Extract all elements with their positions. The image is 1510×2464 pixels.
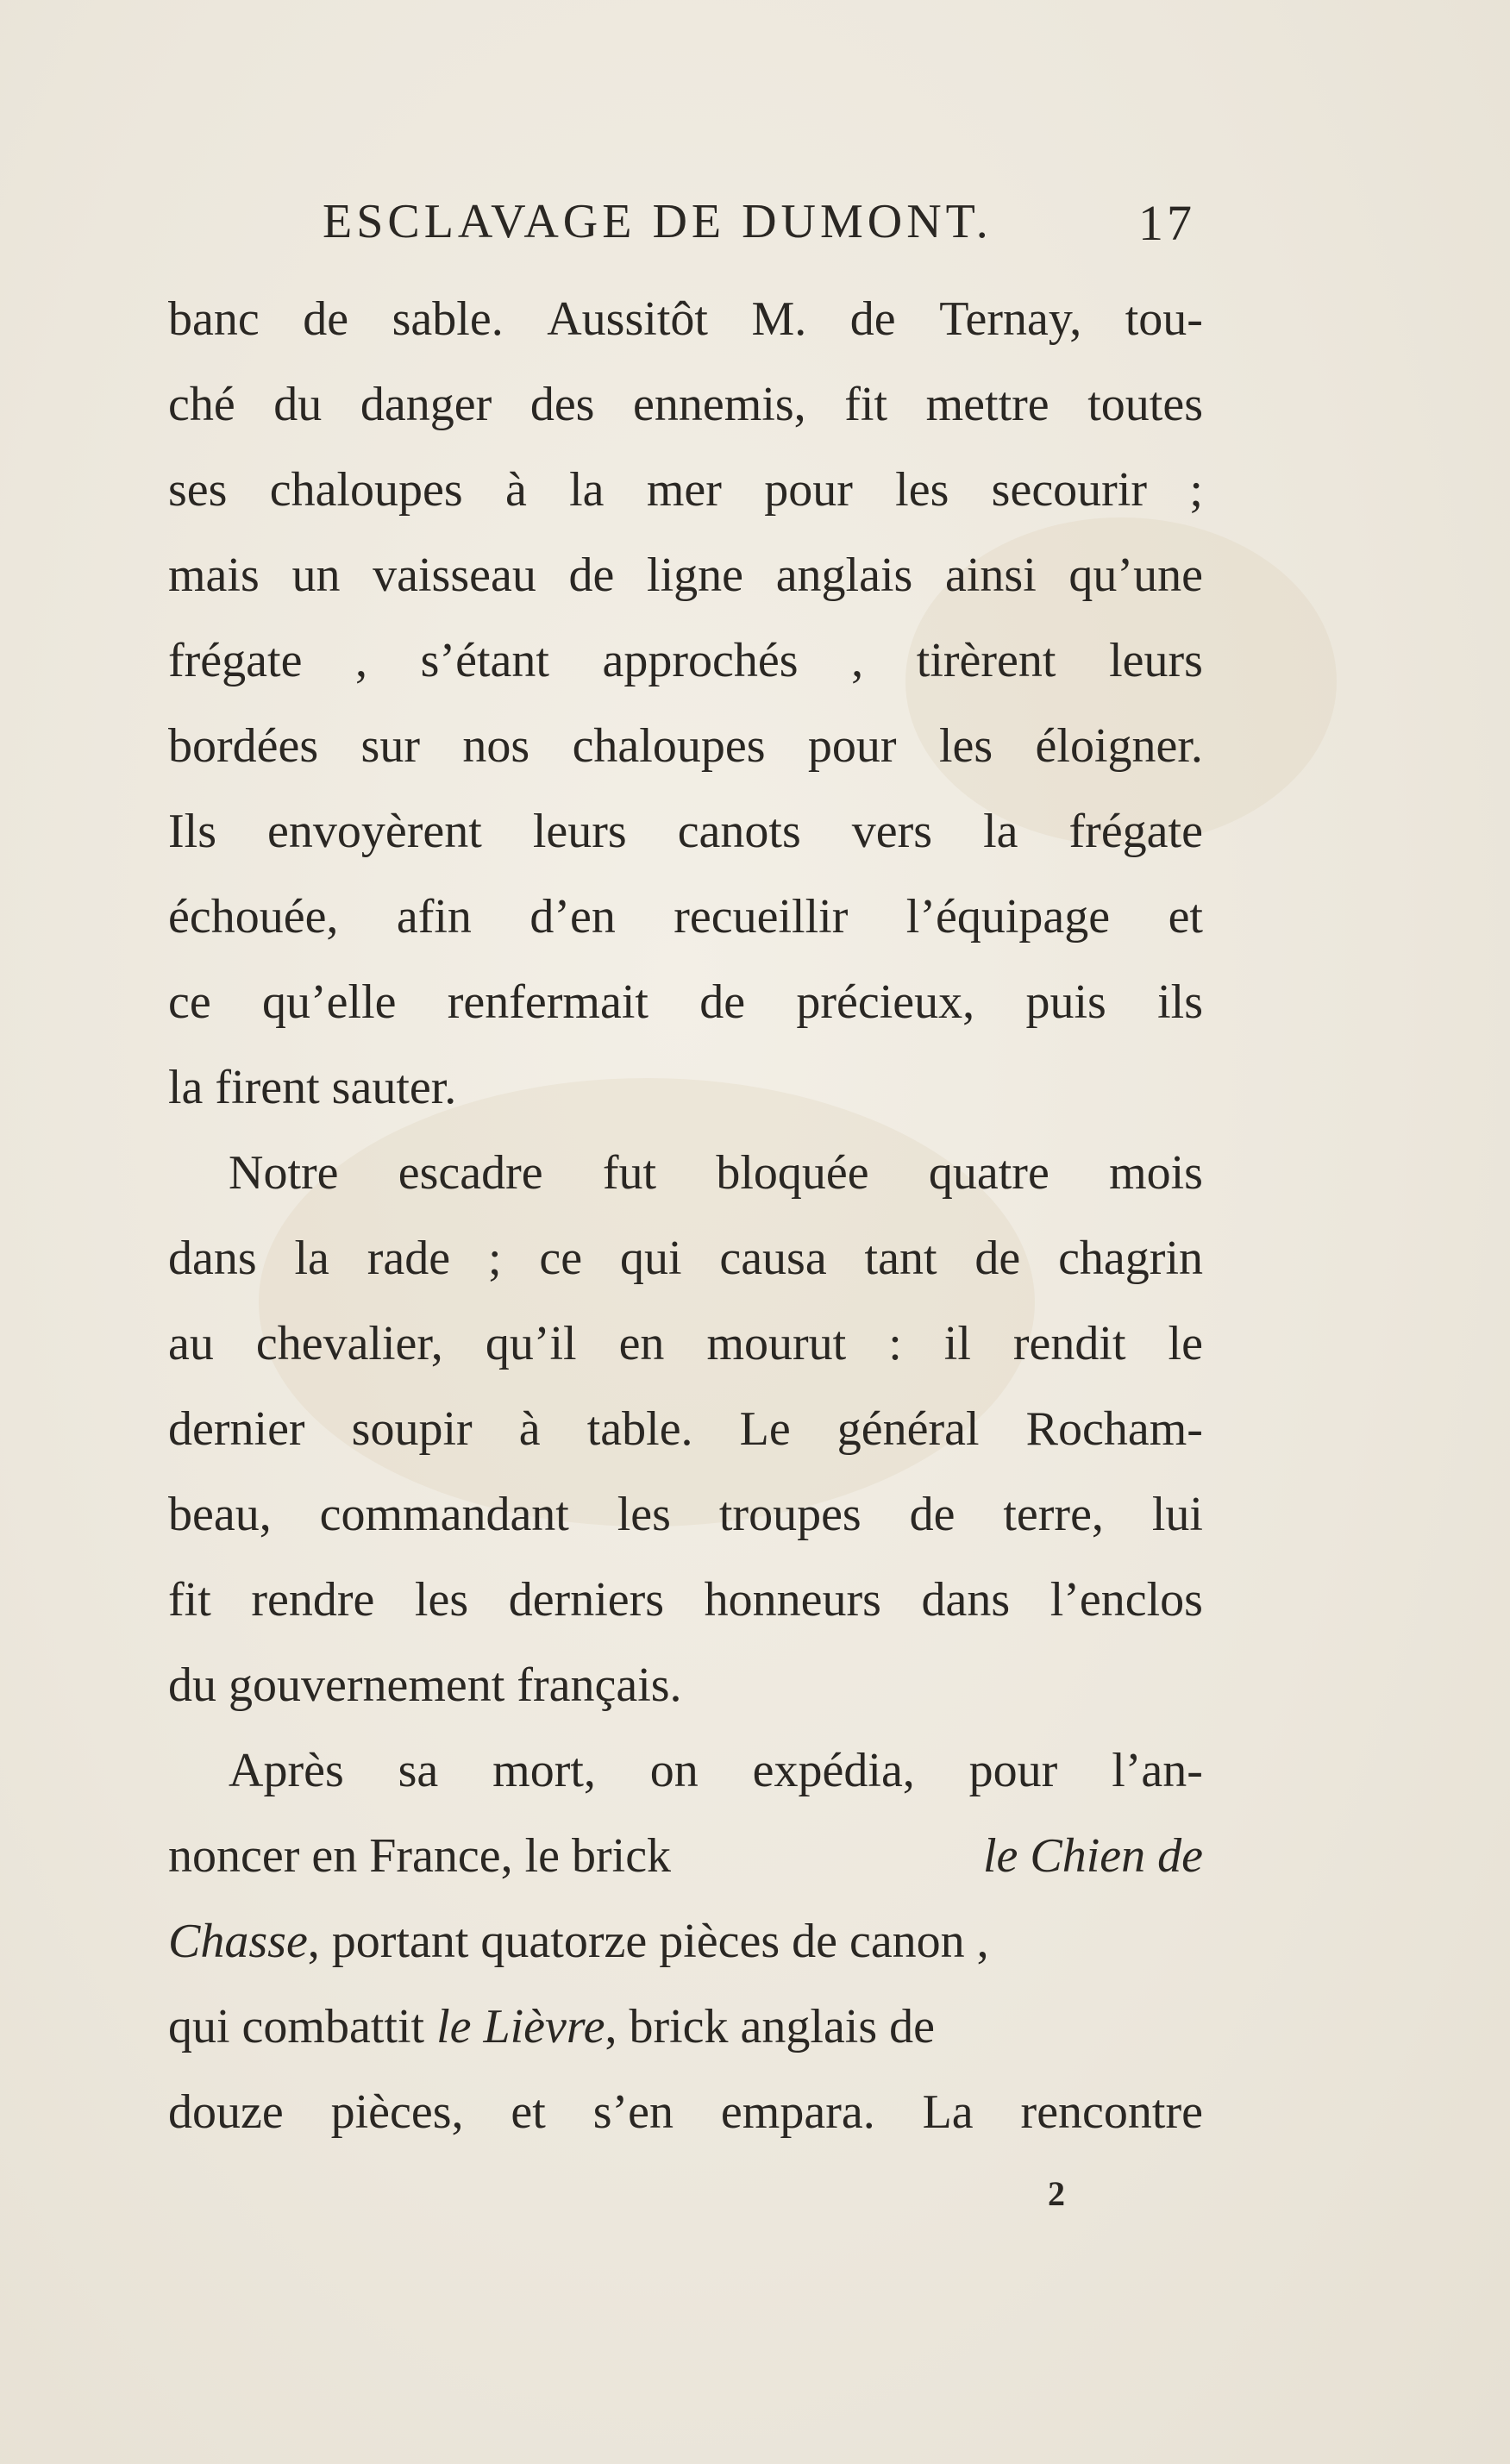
text-line: fit rendre les derniers honneurs dans l’enclos xyxy=(168,1573,1203,1627)
text-line: beau, commandant les troupes de terre, lui xyxy=(168,1488,1203,1541)
text-line: mais un vaisseau de ligne anglais ainsi qu’une xyxy=(168,549,1203,602)
text-line: bordées sur nos chaloupes pour les éloigner. xyxy=(168,719,1203,773)
text-line: ché du danger des ennemis, fit mettre toutes xyxy=(168,378,1203,431)
text-line: Notre escadre fut bloquée quatre mois xyxy=(229,1146,1203,1200)
text-line: du gouvernement français. xyxy=(168,1658,682,1712)
running-head xyxy=(172,191,1207,252)
text-line: banc de sable. Aussitôt M. de Ternay, tou- xyxy=(168,292,1203,346)
text-line: ses chaloupes à la mer pour les secourir ; xyxy=(168,463,1203,517)
signature-mark: 2 xyxy=(1048,2174,1065,2213)
text-line: frégate , s’étant approchés , tirèrent leurs xyxy=(168,634,1203,687)
text-line: Après sa mort, on expédia, pour l’an- xyxy=(229,1744,1203,1797)
text-line: noncer en France, le brick le Chien de xyxy=(168,1821,1203,1907)
italic-title: Chasse xyxy=(168,1915,308,1968)
text-line: douze pièces, et s’en empara. La rencontre xyxy=(168,2085,1203,2139)
text-line: la firent sauter. xyxy=(168,1061,457,1114)
text-line: dans la rade ; ce qui causa tant de chagrin xyxy=(168,1232,1203,1285)
running-head-title: ESCLAVAGE DE DUMONT. xyxy=(323,195,993,248)
text-line: échouée, afin d’en recueillir l’équipage et xyxy=(168,890,1203,944)
italic-title: le Chien de xyxy=(982,1829,1203,1883)
body-text xyxy=(168,285,1203,2163)
text-line: dernier soupir à table. Le général Rocham- xyxy=(168,1402,1203,1456)
text-line: Ils envoyèrent leurs canots vers la frégate xyxy=(168,805,1203,858)
text-line: ce qu’elle renfermait de précieux, puis ils xyxy=(168,975,1203,1029)
italic-title: le Lièvre xyxy=(436,2000,605,2053)
text-line: au chevalier, qu’il en mourut : il rendit le xyxy=(168,1317,1203,1370)
text-line: Chasse, portant quatorze pièces de canon , xyxy=(168,1915,989,1968)
text-line: qui combattit le Lièvre, brick anglais de xyxy=(168,2000,936,2053)
page-number: 17 xyxy=(1138,195,1195,251)
